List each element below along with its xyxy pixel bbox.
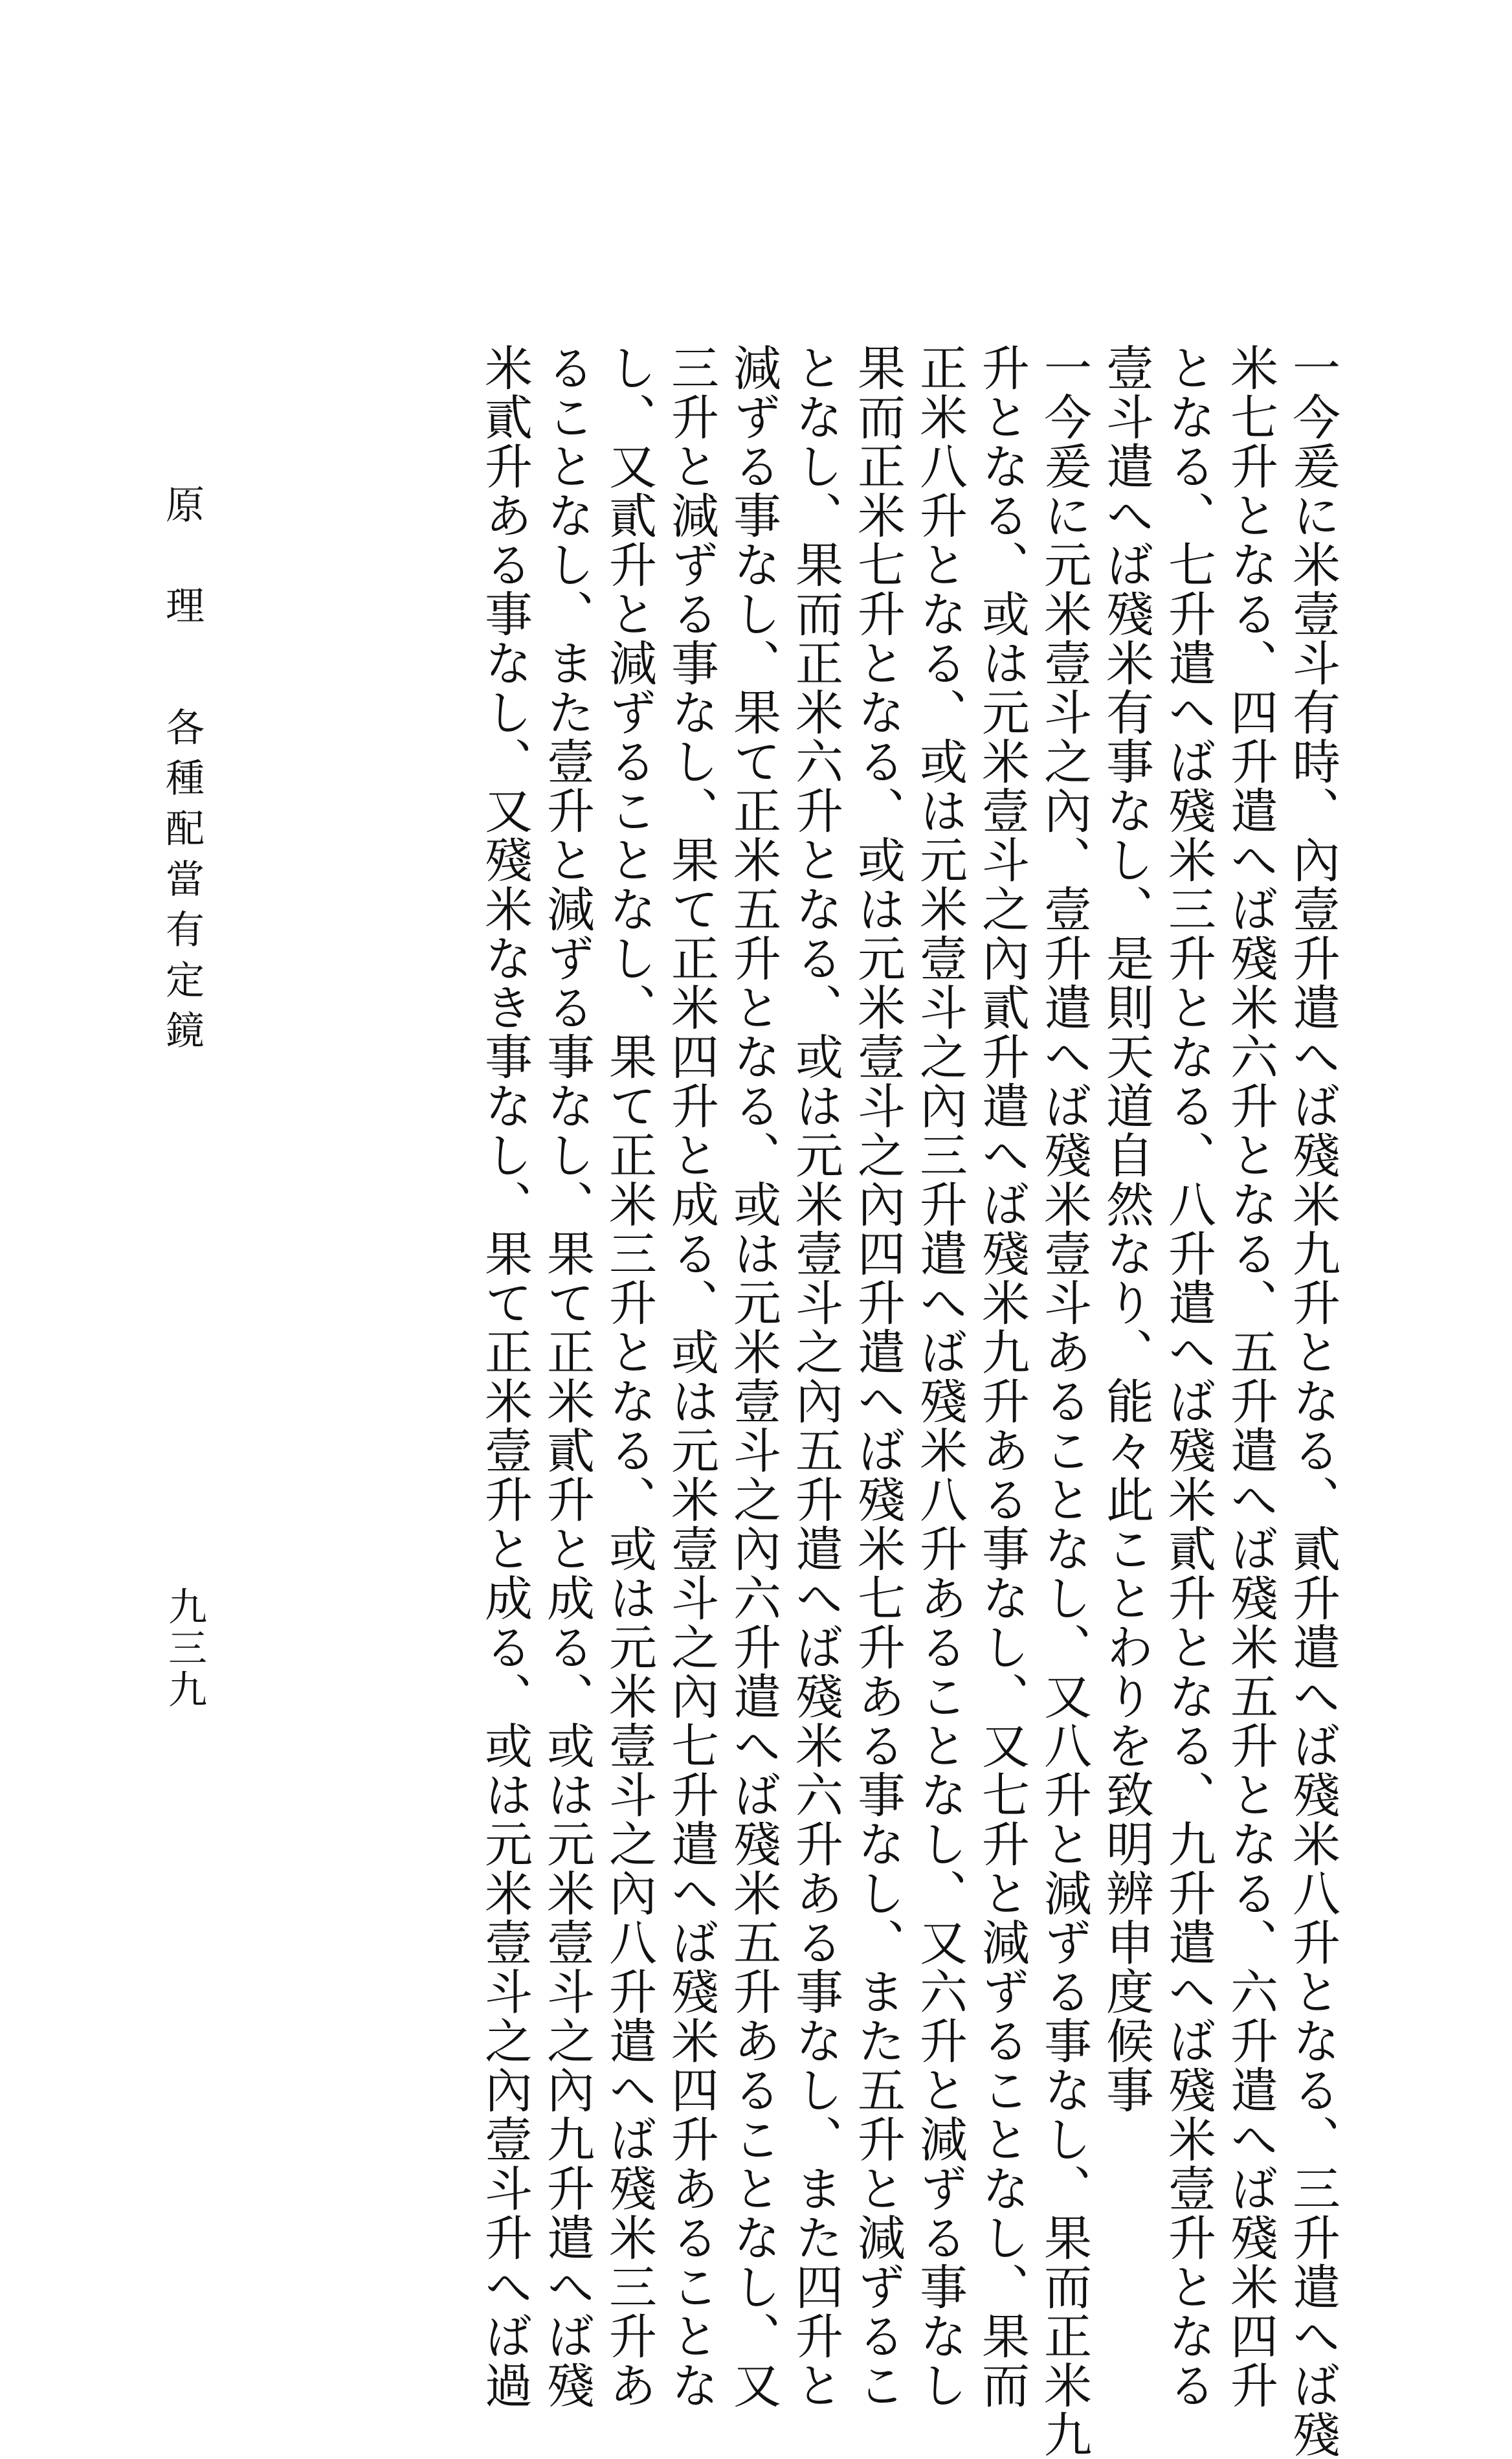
chapter-title: 各種配當有定鏡 (159, 707, 205, 1061)
text-column-6: 升となる、或は元米壹斗之內貳升遣へば殘米九升ある事なし、又七升と減ずることなし、果而 (974, 343, 1030, 2410)
text-column-1: 一今爰に米壹斗有時、內壹升遣へば殘米九升となる、貳升遣へば殘米八升となる、三升遣へば殘 (1285, 343, 1340, 2459)
text-column-10: 減ずる事なし、果て正米五升となる、或は元米壹斗之內六升遣へば殘米五升あることなし、又 (726, 343, 781, 2410)
section-label: 原 理 (159, 484, 205, 636)
text-column-7: 正米八升となる、或は元米壹斗之內三升遣へば殘米八升あることなし、又六升と減ずる事なし (912, 343, 968, 2410)
text-column-14: 米貳升ある事なし、又殘米なき事なし、果て正米壹升と成る、或は元米壹斗之內壹斗升へば過 (477, 343, 533, 2410)
text-column-11: 三升と減ずる事なし、果て正米四升と成る、或は元米壹斗之內七升遣へば殘米四升あることな (663, 343, 719, 2410)
text-column-3: となる、七升遣へば殘米三升となる、八升遣へば殘米貳升となる、九升遣へば殘米壹升となる (1161, 343, 1216, 2410)
text-column-12: し、又貳升と減ずることなし、果て正米三升となる、或は元米壹斗之內八升遣へば殘米三升あ (601, 343, 657, 2410)
page-number: 九三九 (162, 1586, 207, 1711)
running-footer (154, 484, 210, 1061)
text-column-9: となし、果而正米六升となる、或は元米壹斗之內五升遣へば殘米六升ある事なし、また四升と (788, 343, 843, 2410)
body-text (474, 343, 1344, 2459)
text-column-4: 壹斗遣へば殘米有事なし、是則天道自然なり、能々此ことわりを致明辨申度候事 (1098, 343, 1154, 2115)
text-column-2: 米七升となる、四升遣へば殘米六升となる、五升遣へば殘米五升となる、六升遣へば殘米四升 (1223, 343, 1278, 2410)
text-column-5: 一今爰に元米壹斗之內、壹升遣へば殘米壹斗あることなし、又八升と減ずる事なし、果而正米九 (1036, 343, 1092, 2459)
text-column-8: 果而正米七升となる、或は元米壹斗之內四升遣へば殘米七升ある事なし、また五升と減ずるこ (850, 343, 906, 2410)
text-column-13: ることなし、また壹升と減ずる事なし、果て正米貳升と成る、或は元米壹斗之內九升遣へば殘 (539, 343, 595, 2410)
